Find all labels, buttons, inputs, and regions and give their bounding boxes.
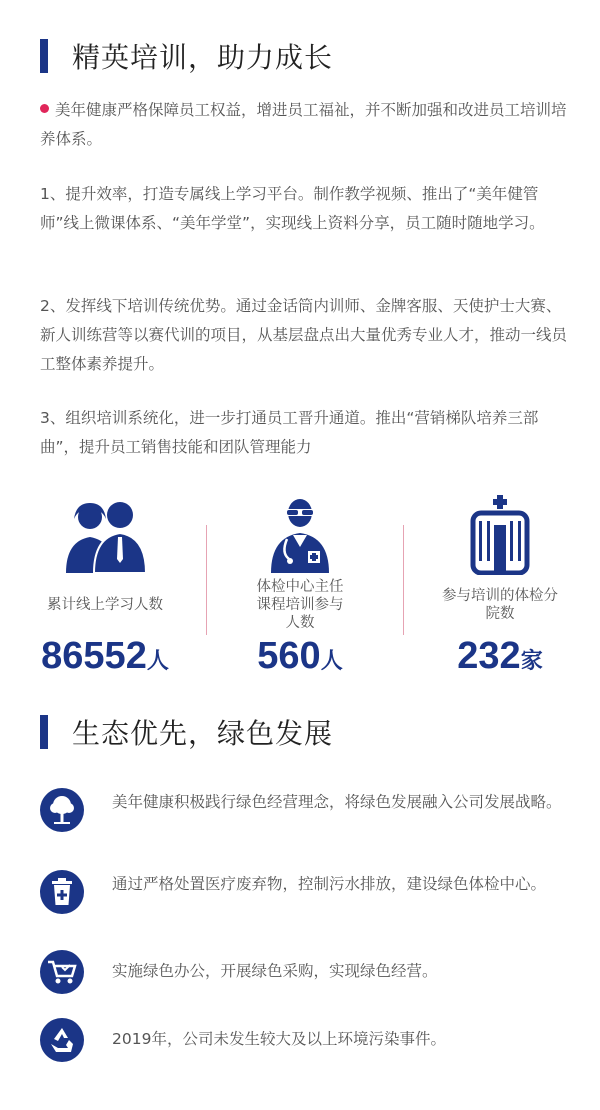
stat-director-training [205, 495, 395, 678]
stat-unit: 人 [320, 649, 343, 674]
stat-unit: 人 [146, 649, 169, 674]
green-item-text: 通过严格处置医疗废弃物，控制污水排放，建设绿色体检中心。 [112, 875, 547, 893]
green-item [40, 788, 580, 832]
stat-number: 86552 [41, 635, 147, 677]
people-icon [10, 495, 200, 575]
section-bar [40, 715, 48, 749]
recycle-icon [40, 1018, 84, 1062]
stat-value [405, 635, 595, 678]
shopping-cart-icon [40, 950, 84, 994]
green-item-text: 2019年，公司未发生较大及以上环境污染事件。 [112, 1030, 446, 1048]
stat-label: 参与培训的体检分院数 [442, 588, 558, 622]
green-item [40, 1018, 580, 1062]
section-training-title: 精英培训，助力成长 [72, 41, 334, 74]
stat-number: 232 [457, 635, 521, 677]
green-item-text: 美年健康积极践行绿色经营理念，将绿色发展融入公司发展战略。 [112, 793, 562, 811]
hospital-icon [405, 495, 595, 575]
divider-line [403, 525, 404, 635]
training-point-1: 1、提升效率，打造专属线上学习平台。制作教学视频、推出了“美年健管师”线上微课体系、“美年学堂”，实现线上资料分享，员工随时随地学习。 [40, 185, 545, 232]
green-item [40, 870, 580, 914]
medical-bin-icon [40, 870, 84, 914]
stat-label: 体检中心主任课程培训参与人数 [256, 579, 344, 631]
training-stats [0, 495, 600, 685]
section-green-title: 生态优先，绿色发展 [72, 717, 334, 750]
green-item-text: 实施绿色办公，开展绿色采购，实现绿色经营。 [112, 962, 438, 980]
section-training-header [40, 36, 333, 76]
section-bar [40, 39, 48, 73]
stat-number: 560 [257, 635, 321, 677]
section-green-header [40, 712, 333, 752]
training-point-3: 3、组织培训系统化，进一步打通员工晋升通道。推出“营销梯队培养三部曲”，提升员工销售技能和团队管理能力 [40, 409, 539, 456]
stat-online-learners [10, 495, 200, 678]
doctor-icon [205, 495, 395, 575]
stat-value [10, 635, 200, 678]
training-intro-text: 美年健康严格保障员工权益，增进员工福祉，并不断加强和改进员工培训培养体系。 [40, 101, 567, 148]
training-point-2: 2、发挥线下培训传统优势。通过金话筒内训师、金牌客服、天使护士大赛、新人训练营等以赛代训的项目，从基层盘点出大量优秀专业人才，推动一线员工整体素养提升。 [40, 297, 568, 373]
stat-label: 累计线上学习人数 [47, 597, 163, 613]
bullet-dot [40, 104, 49, 113]
green-item [40, 950, 580, 994]
stat-branch-count [405, 495, 595, 678]
stat-unit: 家 [520, 649, 543, 674]
tree-icon [40, 788, 84, 832]
stat-value [205, 635, 395, 678]
training-intro [40, 96, 570, 154]
